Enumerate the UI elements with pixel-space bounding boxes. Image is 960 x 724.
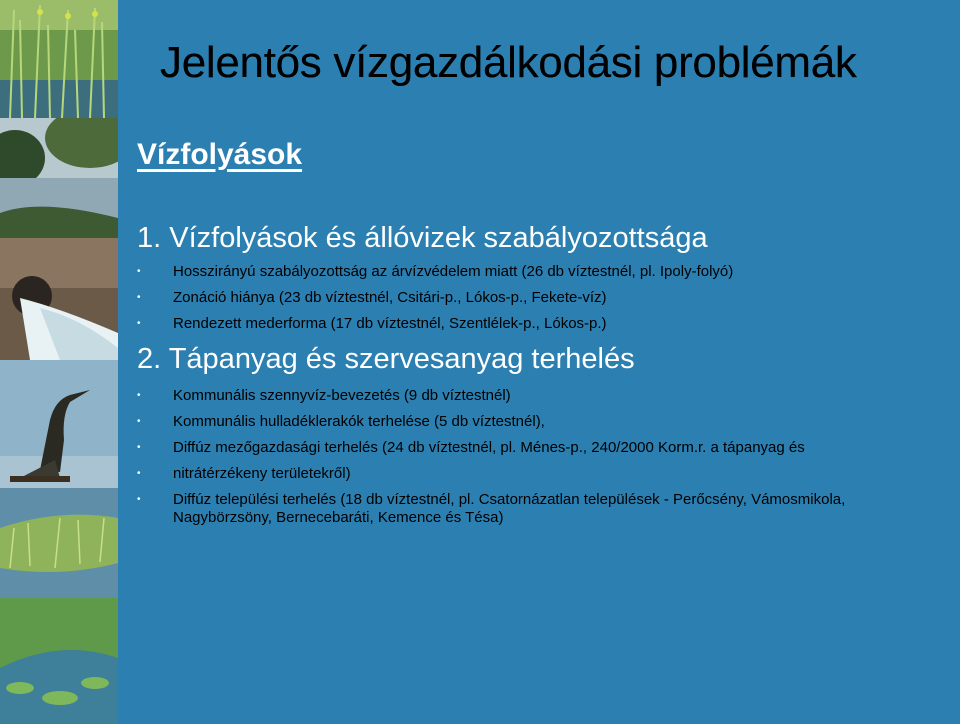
list-item: • nitrátérzékeny területekről): [137, 465, 351, 482]
bullet: •: [137, 494, 141, 505]
list-item: • Hosszirányú szabályozottság az árvízvédelem miatt (26 db víztestnél, pl. Ipoly-folyó): [137, 263, 734, 280]
bullet: •: [137, 416, 141, 427]
list-item: • Rendezett mederforma (17 db víztestnél, Szentlélek-p., Lókos-p.): [137, 315, 607, 332]
bullet: •: [137, 292, 141, 303]
list-item: • Zonáció hiánya (23 db víztestnél, Csitári-p., Lókos-p., Fekete-víz): [137, 289, 607, 306]
section-2-heading: 2. Tápanyag és szervesanyag terhelés: [137, 343, 635, 375]
cormorant-photo: [0, 360, 118, 488]
grass-photo: [0, 488, 118, 598]
bullet: •: [137, 390, 141, 401]
list-item: • Kommunális szennyvíz-bevezetés (9 db víztestnél): [137, 387, 511, 404]
bullet: •: [137, 318, 141, 329]
reeds-photo: [0, 0, 118, 118]
list-item: • Diffúz mezőgazdasági terhelés (24 db víztestnél, pl. Ménes-p., 240/2000 Korm.r. a tápanyag és: [137, 439, 805, 456]
river-photo: [0, 118, 118, 238]
bullet: •: [137, 468, 141, 479]
section-1-list: [137, 263, 907, 341]
list-item: • Kommunális hulladéklerakók terhelése (5 db víztestnél),: [137, 413, 545, 430]
list-item: • Diffúz települési terhelés (18 db víztestnél, pl. Csatornázatlan települések - Perőcsény, Vámosmikola, Nagybörzsöny, Bernecebaráti, Kemence és Tésa): [137, 491, 846, 526]
section-2-list: [137, 387, 907, 535]
section-1-heading: 1. Vízfolyások és állóvizek szabályozottsága: [137, 222, 708, 254]
bullet: •: [137, 442, 141, 453]
photo-strip: [0, 0, 118, 724]
slide-title: Jelentős vízgazdálkodási problémák: [160, 38, 857, 87]
waterplant-photo: [0, 598, 118, 724]
subtitle: Vízfolyások: [137, 138, 303, 171]
weir-photo: [0, 238, 118, 360]
bullet: •: [137, 266, 141, 277]
